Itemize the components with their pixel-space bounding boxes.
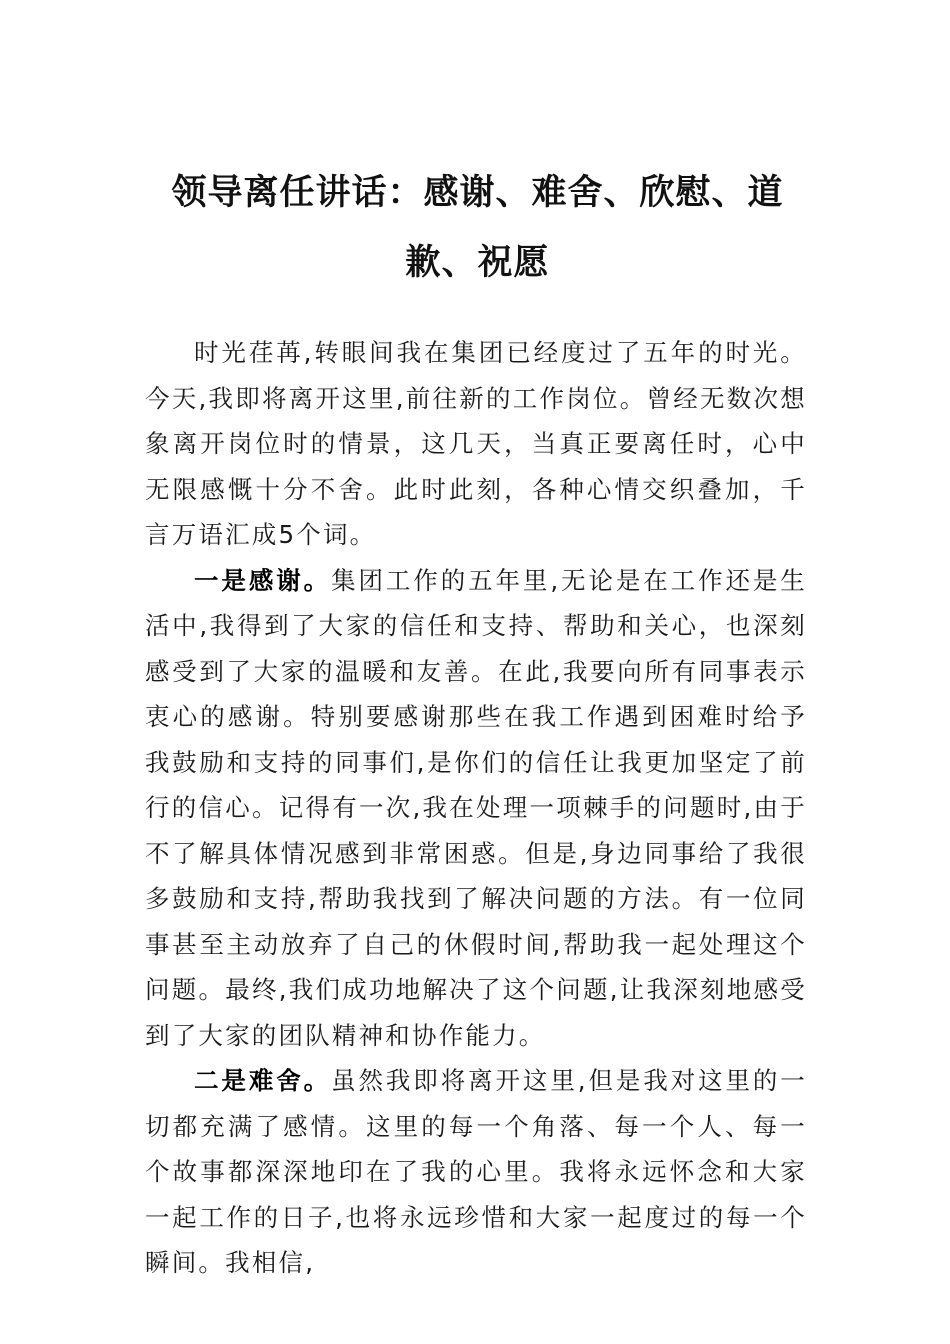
paragraph-text: 虽然我即将离开这里,但是我对这里的一切都充满了感情。这里的每一个角落、每一个人、每一个故事都深深地印在了我的心里。我将永远怀念和大家一起工作的日子,也将永远珍惜和大家一起度过的每一个瞬间。我相信, xyxy=(145,1066,808,1277)
paragraph-gratitude xyxy=(145,558,807,1059)
paragraph-lead: 一是感谢。 xyxy=(194,565,332,595)
paragraph-reluctance xyxy=(145,1058,807,1286)
paragraph-intro xyxy=(145,330,807,558)
paragraph-text: 时光荏苒,转眼间我在集团已经度过了五年的时光。今天,我即将离开这里,前往新的工作岗位。曾经无数次想象离开岗位时的情景，这几天，当真正要离任时，心中无限感慨十分不舍。此时此刻，各种心情交织叠加，千言万语汇成5个词。 xyxy=(145,338,807,549)
paragraph-text: 集团工作的五年里,无论是在工作还是生活中,我得到了大家的信任和支持、帮助和关心，也深刻感受到了大家的温暖和友善。在此,我要向所有同事表示衷心的感谢。特别要感谢那些在我工作遇到困难时给予我鼓励和支持的同事们,是你们的信任让我更加坚定了前行的信心。记得有一次,我在处理一项棘手的问题时,由于不了解具体情况感到非常困惑。但是,身边同事给了我很多鼓励和支持,帮助我找到了解决问题的方法。有一位同事甚至主动放弃了自己的休假时间,帮助我一起处理这个问题。最终,我们成功地解决了这个问题,让我深刻地感受到了大家的团队精神和协作能力。 xyxy=(145,565,808,1050)
document-body xyxy=(145,330,807,1286)
paragraph-lead: 二是难舍。 xyxy=(194,1066,332,1095)
document-title: 领导离任讲话：感谢、难舍、欣慰、道歉、祝愿 xyxy=(171,172,784,283)
